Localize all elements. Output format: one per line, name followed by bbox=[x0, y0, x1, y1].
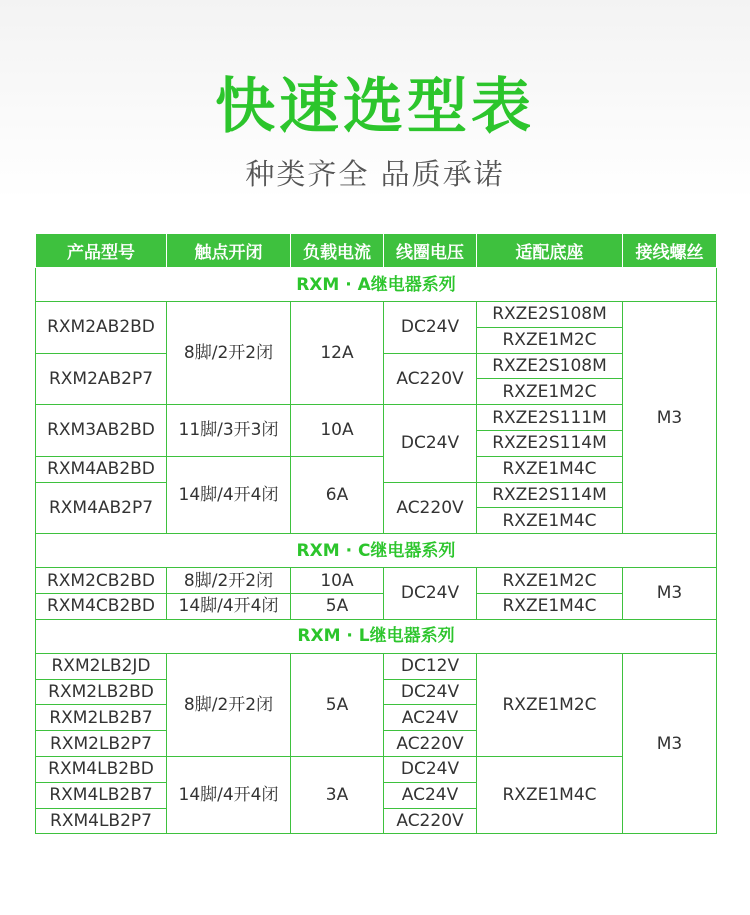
model-cell: RXM4AB2BD bbox=[36, 456, 167, 482]
voltage-cell: AC220V bbox=[384, 731, 477, 757]
screw-cell: M3 bbox=[623, 302, 717, 534]
contacts-cell: 14脚/4开4闭 bbox=[167, 756, 291, 833]
voltage-cell: AC24V bbox=[384, 782, 477, 808]
table-header-row bbox=[36, 234, 717, 268]
screw-cell: M3 bbox=[623, 568, 717, 620]
section-row bbox=[36, 268, 717, 302]
model-cell: RXM2LB2BD bbox=[36, 679, 167, 705]
model-cell: RXM4AB2P7 bbox=[36, 482, 167, 534]
table-row bbox=[36, 593, 717, 619]
table-row bbox=[36, 456, 717, 482]
screw-cell: M3 bbox=[623, 653, 717, 834]
model-cell: RXM4CB2BD bbox=[36, 593, 167, 619]
table-row bbox=[36, 302, 717, 328]
contacts-cell: 8脚/2开2闭 bbox=[167, 653, 291, 756]
section-title: RXM · A继电器系列 bbox=[36, 268, 717, 302]
section-row bbox=[36, 619, 717, 653]
header-contacts: 触点开闭 bbox=[167, 234, 291, 268]
page-subtitle: 种类齐全 品质承诺 bbox=[245, 157, 505, 191]
socket-cell: RXZE1M4C bbox=[477, 756, 623, 833]
voltage-cell: AC24V bbox=[384, 705, 477, 731]
current-cell: 3A bbox=[291, 756, 384, 833]
model-cell: RXM2AB2BD bbox=[36, 302, 167, 354]
model-cell: RXM4LB2B7 bbox=[36, 782, 167, 808]
current-cell: 6A bbox=[291, 456, 384, 533]
socket-cell: RXZE1M4C bbox=[477, 456, 623, 482]
contacts-cell: 14脚/4开4闭 bbox=[167, 456, 291, 533]
current-cell: 10A bbox=[291, 405, 384, 457]
current-cell: 12A bbox=[291, 302, 384, 405]
contacts-cell: 8脚/2开2闭 bbox=[167, 302, 291, 405]
current-cell: 5A bbox=[291, 653, 384, 756]
header-socket: 适配底座 bbox=[477, 234, 623, 268]
voltage-cell: AC220V bbox=[384, 482, 477, 534]
header-load-current: 负载电流 bbox=[291, 234, 384, 268]
current-cell: 5A bbox=[291, 593, 384, 619]
voltage-cell: DC24V bbox=[384, 405, 477, 482]
table-row bbox=[36, 653, 717, 679]
socket-cell: RXZE1M2C bbox=[477, 327, 623, 353]
model-cell: RXM4LB2P7 bbox=[36, 808, 167, 834]
socket-cell: RXZE1M2C bbox=[477, 379, 623, 405]
header-coil-voltage: 线圈电压 bbox=[384, 234, 477, 268]
socket-cell: RXZE1M4C bbox=[477, 593, 623, 619]
voltage-cell: DC12V bbox=[384, 653, 477, 679]
page-title: 快速选型表 bbox=[215, 72, 535, 142]
current-cell: 10A bbox=[291, 568, 384, 594]
socket-cell: RXZE2S108M bbox=[477, 353, 623, 379]
model-cell: RXM2LB2P7 bbox=[36, 731, 167, 757]
voltage-cell: DC24V bbox=[384, 756, 477, 782]
model-cell: RXM2LB2JD bbox=[36, 653, 167, 679]
socket-cell: RXZE1M2C bbox=[477, 653, 623, 756]
socket-cell: RXZE2S114M bbox=[477, 482, 623, 508]
contacts-cell: 14脚/4开4闭 bbox=[167, 593, 291, 619]
contacts-cell: 11脚/3开3闭 bbox=[167, 405, 291, 457]
voltage-cell: DC24V bbox=[384, 568, 477, 620]
header-model: 产品型号 bbox=[36, 234, 167, 268]
contacts-cell: 8脚/2开2闭 bbox=[167, 568, 291, 594]
socket-cell: RXZE1M4C bbox=[477, 508, 623, 534]
socket-cell: RXZE2S114M bbox=[477, 430, 623, 456]
section-title: RXM · L继电器系列 bbox=[36, 619, 717, 653]
voltage-cell: DC24V bbox=[384, 679, 477, 705]
table-row bbox=[36, 568, 717, 594]
voltage-cell: AC220V bbox=[384, 353, 477, 405]
socket-cell: RXZE2S108M bbox=[477, 302, 623, 328]
model-cell: RXM2CB2BD bbox=[36, 568, 167, 594]
selection-table bbox=[35, 233, 717, 834]
socket-cell: RXZE2S111M bbox=[477, 405, 623, 431]
socket-cell: RXZE1M2C bbox=[477, 568, 623, 594]
model-cell: RXM4LB2BD bbox=[36, 756, 167, 782]
model-cell: RXM2LB2B7 bbox=[36, 705, 167, 731]
table-row bbox=[36, 405, 717, 431]
model-cell: RXM3AB2BD bbox=[36, 405, 167, 457]
table-row bbox=[36, 756, 717, 782]
model-cell: RXM2AB2P7 bbox=[36, 353, 167, 405]
voltage-cell: AC220V bbox=[384, 808, 477, 834]
header-screw: 接线螺丝 bbox=[623, 234, 717, 268]
section-row bbox=[36, 534, 717, 568]
section-title: RXM · C继电器系列 bbox=[36, 534, 717, 568]
voltage-cell: DC24V bbox=[384, 302, 477, 354]
